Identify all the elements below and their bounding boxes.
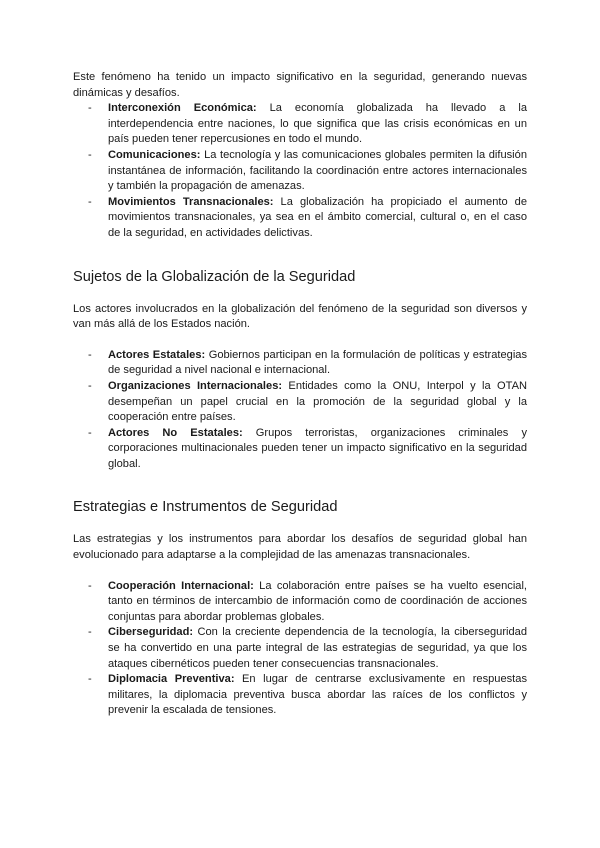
item-term: Diplomacia Preventiva: xyxy=(108,673,235,686)
intro-paragraph: Este fenómeno ha tenido un impacto significativo en la seguridad, generando nuevas dinámicas y desafíos. xyxy=(73,71,527,99)
item-text: En lugar de centrarse exclusivamente en respuestas militares, la diplomacia preventiva busca abordar las raíces de los conflictos y prevenir la escalada de tensiones. xyxy=(108,673,527,717)
item-text: La globalización ha propiciado el aumento de movimientos transnacionales, ya sea en el ámbito comercial, cultural o, en el caso de la seguridad, en actividades delictivas. xyxy=(108,195,527,239)
item-text: La colaboración entre países se ha vuelto esencial, tanto en términos de intercambio de información como de coordinación de acciones conjuntas para abordar problemas globales. xyxy=(108,579,527,623)
list-item xyxy=(73,348,527,379)
item-term: Actores Estatales: xyxy=(108,348,206,361)
bullet-dash: - xyxy=(88,579,92,592)
list-item xyxy=(73,672,527,719)
bullet-dash: - xyxy=(88,195,92,208)
intro-list xyxy=(73,101,527,241)
list-item xyxy=(73,101,527,148)
bullet-dash: - xyxy=(88,426,92,439)
estrategias-paragraph: Las estrategias y los instrumentos para abordar los desafíos de seguridad global han evolucionado para adaptarse a la complejidad de las amenazas transnacionales. xyxy=(73,533,527,562)
list-item xyxy=(73,379,527,426)
list-item xyxy=(73,148,527,195)
list-item xyxy=(73,625,527,672)
item-term: Actores No Estatales: xyxy=(108,426,243,439)
list-item xyxy=(73,579,527,626)
item-text: La tecnología y las comunicaciones globales permiten la difusión instantánea de información, facilitando la coordinación entre actores internacionales y también la propagación de amenazas. xyxy=(108,148,527,193)
bullet-dash: - xyxy=(88,626,92,639)
sujetos-list xyxy=(73,348,527,473)
item-term: Cooperación Internacional: xyxy=(108,579,254,592)
item-text: Gobiernos participan en la formulación de políticas y estrategias de seguridad a nivel nacional e internacional. xyxy=(108,348,527,377)
list-item xyxy=(73,195,527,242)
section-heading-sujetos: Sujetos de la Globalización de la Seguridad xyxy=(73,268,356,285)
item-term: Ciberseguridad: xyxy=(108,626,194,639)
list-item xyxy=(73,426,527,473)
bullet-dash: - xyxy=(88,148,92,161)
bullet-dash: - xyxy=(88,348,92,361)
item-term: Interconexión Económica: xyxy=(108,102,257,115)
item-term: Movimientos Transnacionales: xyxy=(108,195,274,208)
section-heading-estrategias: Estrategias e Instrumentos de Seguridad xyxy=(73,499,338,516)
bullet-dash: - xyxy=(88,379,92,392)
item-text: La economía globalizada ha llevado a la interdependencia entre naciones, lo que significa que las crisis económicas en un país pueden tener repercusiones en todo el mundo. xyxy=(108,102,527,146)
bullet-dash: - xyxy=(88,673,92,686)
item-term: Organizaciones Internacionales: xyxy=(108,379,283,392)
bullet-dash: - xyxy=(88,102,92,115)
item-term: Comunicaciones: xyxy=(108,148,201,161)
item-text: Grupos terroristas, organizaciones criminales y corporaciones multinacionales pueden tener un impacto significativo en la seguridad global. xyxy=(108,426,527,470)
sujetos-paragraph: Los actores involucrados en la globalización del fenómeno de la seguridad son diversos y van más allá de los Estados nación. xyxy=(73,302,527,331)
item-text: Con la creciente dependencia de la tecnología, la ciberseguridad se ha convertido en una parte integral de las estrategias de seguridad, ya que los ataques cibernéticos pueden tener consecuencias transnacionales. xyxy=(108,626,527,670)
item-text: Entidades como la ONU, Interpol y la OTAN desempeñan un papel crucial en la promoción de la seguridad global y la cooperación entre países. xyxy=(108,379,527,424)
estrategias-list xyxy=(73,579,527,719)
